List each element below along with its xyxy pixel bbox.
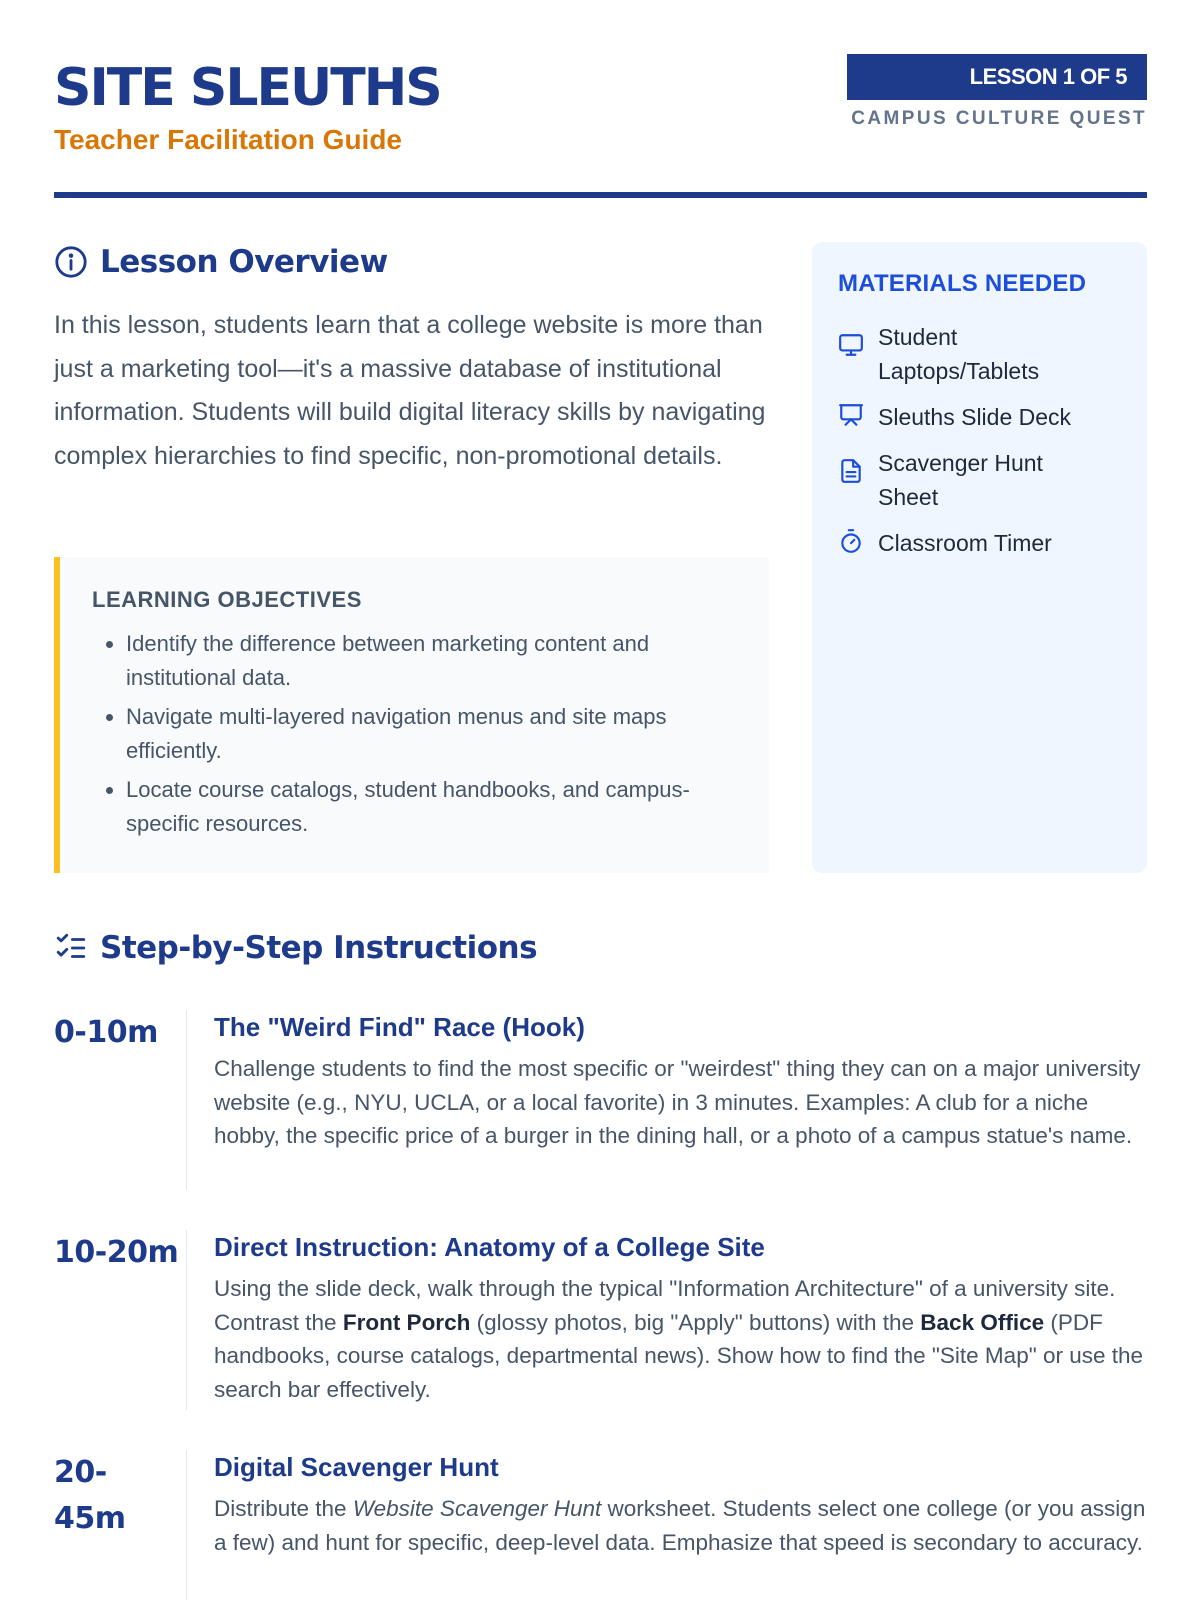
- overview-heading-row: [54, 244, 774, 280]
- info-icon: [54, 245, 88, 279]
- material-item: [838, 400, 1121, 434]
- document-icon: [838, 458, 864, 484]
- materials-list: [838, 320, 1121, 560]
- material-item: [838, 526, 1121, 560]
- steps-heading-row: [54, 930, 537, 966]
- step-divider: [186, 1230, 187, 1410]
- material-label: Sleuths Slide Deck: [878, 404, 1072, 430]
- step-title: Direct Instruction: Anatomy of a College Site: [214, 1232, 765, 1262]
- overview-heading: Lesson Overview: [100, 244, 388, 280]
- lesson-badge: LESSON 1 OF 5: [847, 54, 1147, 100]
- lesson-overview-section: [54, 244, 774, 478]
- step-item: [54, 1230, 1147, 1410]
- step-title: Digital Scavenger Hunt: [214, 1452, 499, 1482]
- step-time: 0-10m: [54, 1015, 158, 1050]
- material-label: Student Laptops/Tablets: [878, 324, 1040, 384]
- back-office-term: Back Office: [920, 1309, 1045, 1335]
- steps-heading: Step-by-Step Instructions: [100, 930, 538, 966]
- step-body: [214, 1010, 1149, 1153]
- presentation-icon: [838, 402, 864, 428]
- objectives-list: [92, 627, 739, 840]
- step-item: [54, 1450, 1147, 1600]
- step-divider: [186, 1010, 187, 1190]
- quest-label: CAMPUS CULTURE QUEST: [851, 108, 1147, 129]
- objective-item: • Navigate multi-layered navigation menus and site maps efficiently.: [126, 700, 739, 767]
- objectives-heading: LEARNING OBJECTIVES: [92, 587, 362, 612]
- step-text: Using the slide deck, walk through the typical "Information Architecture" of a university site. Contrast the Front Porch (glossy photos, big "Apply" buttons) with the Back Office (PDF handbooks, course catalogs, departmental news). Show how to find the "Site Map" or use the search bar effectively.: [214, 1276, 1144, 1402]
- step-body: [214, 1450, 1149, 1559]
- front-porch-term: Front Porch: [342, 1309, 471, 1335]
- page-title: SITE SLEUTHS: [54, 58, 441, 118]
- material-label: Scavenger Hunt Sheet: [878, 450, 1043, 510]
- step-time: 10-20m: [54, 1235, 179, 1270]
- materials-heading: MATERIALS NEEDED: [838, 270, 1087, 297]
- step-body: [214, 1230, 1149, 1406]
- overview-text: In this lesson, students learn that a college website is more than just a marketing tool—it's a massive database of institutional information. Students will build digital literacy skills by navigating complex hierarchies to find specific, non-promotional details.: [54, 311, 766, 470]
- step-divider: [186, 1450, 187, 1600]
- step-title: The "Weird Find" Race (Hook): [214, 1012, 585, 1042]
- material-label: Classroom Timer: [878, 530, 1052, 556]
- timer-icon: [838, 528, 864, 554]
- page-subtitle: Teacher Facilitation Guide: [54, 124, 403, 155]
- learning-objectives-box: [54, 557, 769, 873]
- step-item: [54, 1010, 1147, 1190]
- step-text: Distribute the Website Scavenger Hunt worksheet. Students select one college (or you assign a few) and hunt for specific, deep-level data. Emphasize that speed is secondary to accuracy.: [214, 1496, 1146, 1555]
- monitor-icon: [838, 332, 864, 358]
- material-item: [838, 320, 1121, 388]
- material-item: [838, 446, 1121, 514]
- page-header: [54, 56, 1147, 202]
- step-text: Challenge students to find the most specific or "weirdest" thing they can on a major university website (e.g., NYU, UCLA, or a local favorite) in 3 minutes. Examples: A club for a niche hobby, the specific price of a burger in the dining hall, or a photo of a campus statue's name.: [214, 1056, 1141, 1148]
- header-divider: [54, 192, 1147, 198]
- objective-item: • Identify the difference between marketing content and institutional data.: [126, 627, 739, 694]
- worksheet-title: Website Scavenger Hunt: [352, 1496, 602, 1521]
- objective-item: • Locate course catalogs, student handbooks, and campus-specific resources.: [126, 773, 739, 840]
- checklist-icon: [54, 931, 88, 965]
- step-time: 20-45m: [54, 1455, 126, 1536]
- materials-needed-panel: [812, 242, 1147, 873]
